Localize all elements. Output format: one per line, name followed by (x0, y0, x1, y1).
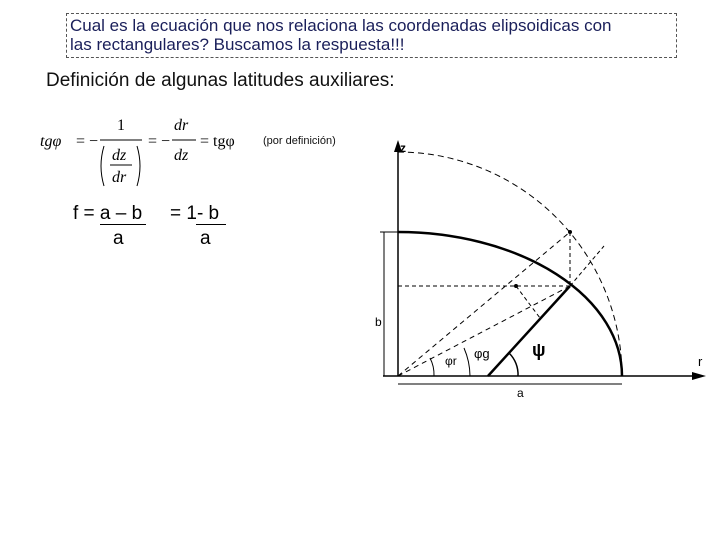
formula1-inner-den: dr (112, 169, 127, 186)
formula1-numerator: 1 (117, 117, 125, 134)
tangent-extension (570, 246, 604, 286)
angle-psi-label: ψ (532, 340, 546, 360)
question-line-1: Cual es la ecuación que nos relaciona las coordenadas elipsoidicas con (70, 16, 612, 35)
circle-point (568, 230, 572, 234)
r-axis-label: r (698, 354, 703, 369)
ellipsoid-normal (488, 286, 570, 376)
formula1-frac2-den: dz (174, 147, 189, 164)
angle-g-arc (464, 348, 470, 376)
flattening-rhs-bottom: a (200, 228, 211, 249)
question-line-2: las rectangulares? Buscamos la respuesta!!! (70, 35, 405, 54)
tangent-point (514, 284, 518, 288)
reduced-latitude-line (398, 286, 570, 376)
a-label: a (517, 386, 524, 400)
angle-psi-arc (509, 353, 518, 376)
angle-r-label: φr (445, 354, 457, 368)
flattening-lhs-top: f = a – b (73, 203, 143, 224)
angle-r-arc (430, 358, 434, 376)
flattening-rhs-top: = 1- b (170, 203, 220, 224)
formula1-inner-num: dz (112, 147, 127, 164)
formula1-eq1: = − (76, 133, 99, 150)
definition-note: (por definición) (263, 135, 336, 147)
angle-g-label: φg (474, 346, 490, 361)
tangent-line (516, 286, 540, 318)
b-label: b (375, 315, 382, 329)
r-axis-arrow (692, 372, 706, 380)
z-axis-label: z (400, 141, 406, 155)
subtitle: Definición de algunas latitudes auxiliares: (46, 70, 395, 91)
formula1-eq2: = − (148, 133, 171, 150)
formula1-eq3: = tgφ (200, 133, 235, 150)
formula1-frac2-num: dr (174, 117, 189, 134)
flattening-lhs-bottom: a (113, 228, 124, 249)
formula1-lhs: tgφ (40, 133, 62, 150)
